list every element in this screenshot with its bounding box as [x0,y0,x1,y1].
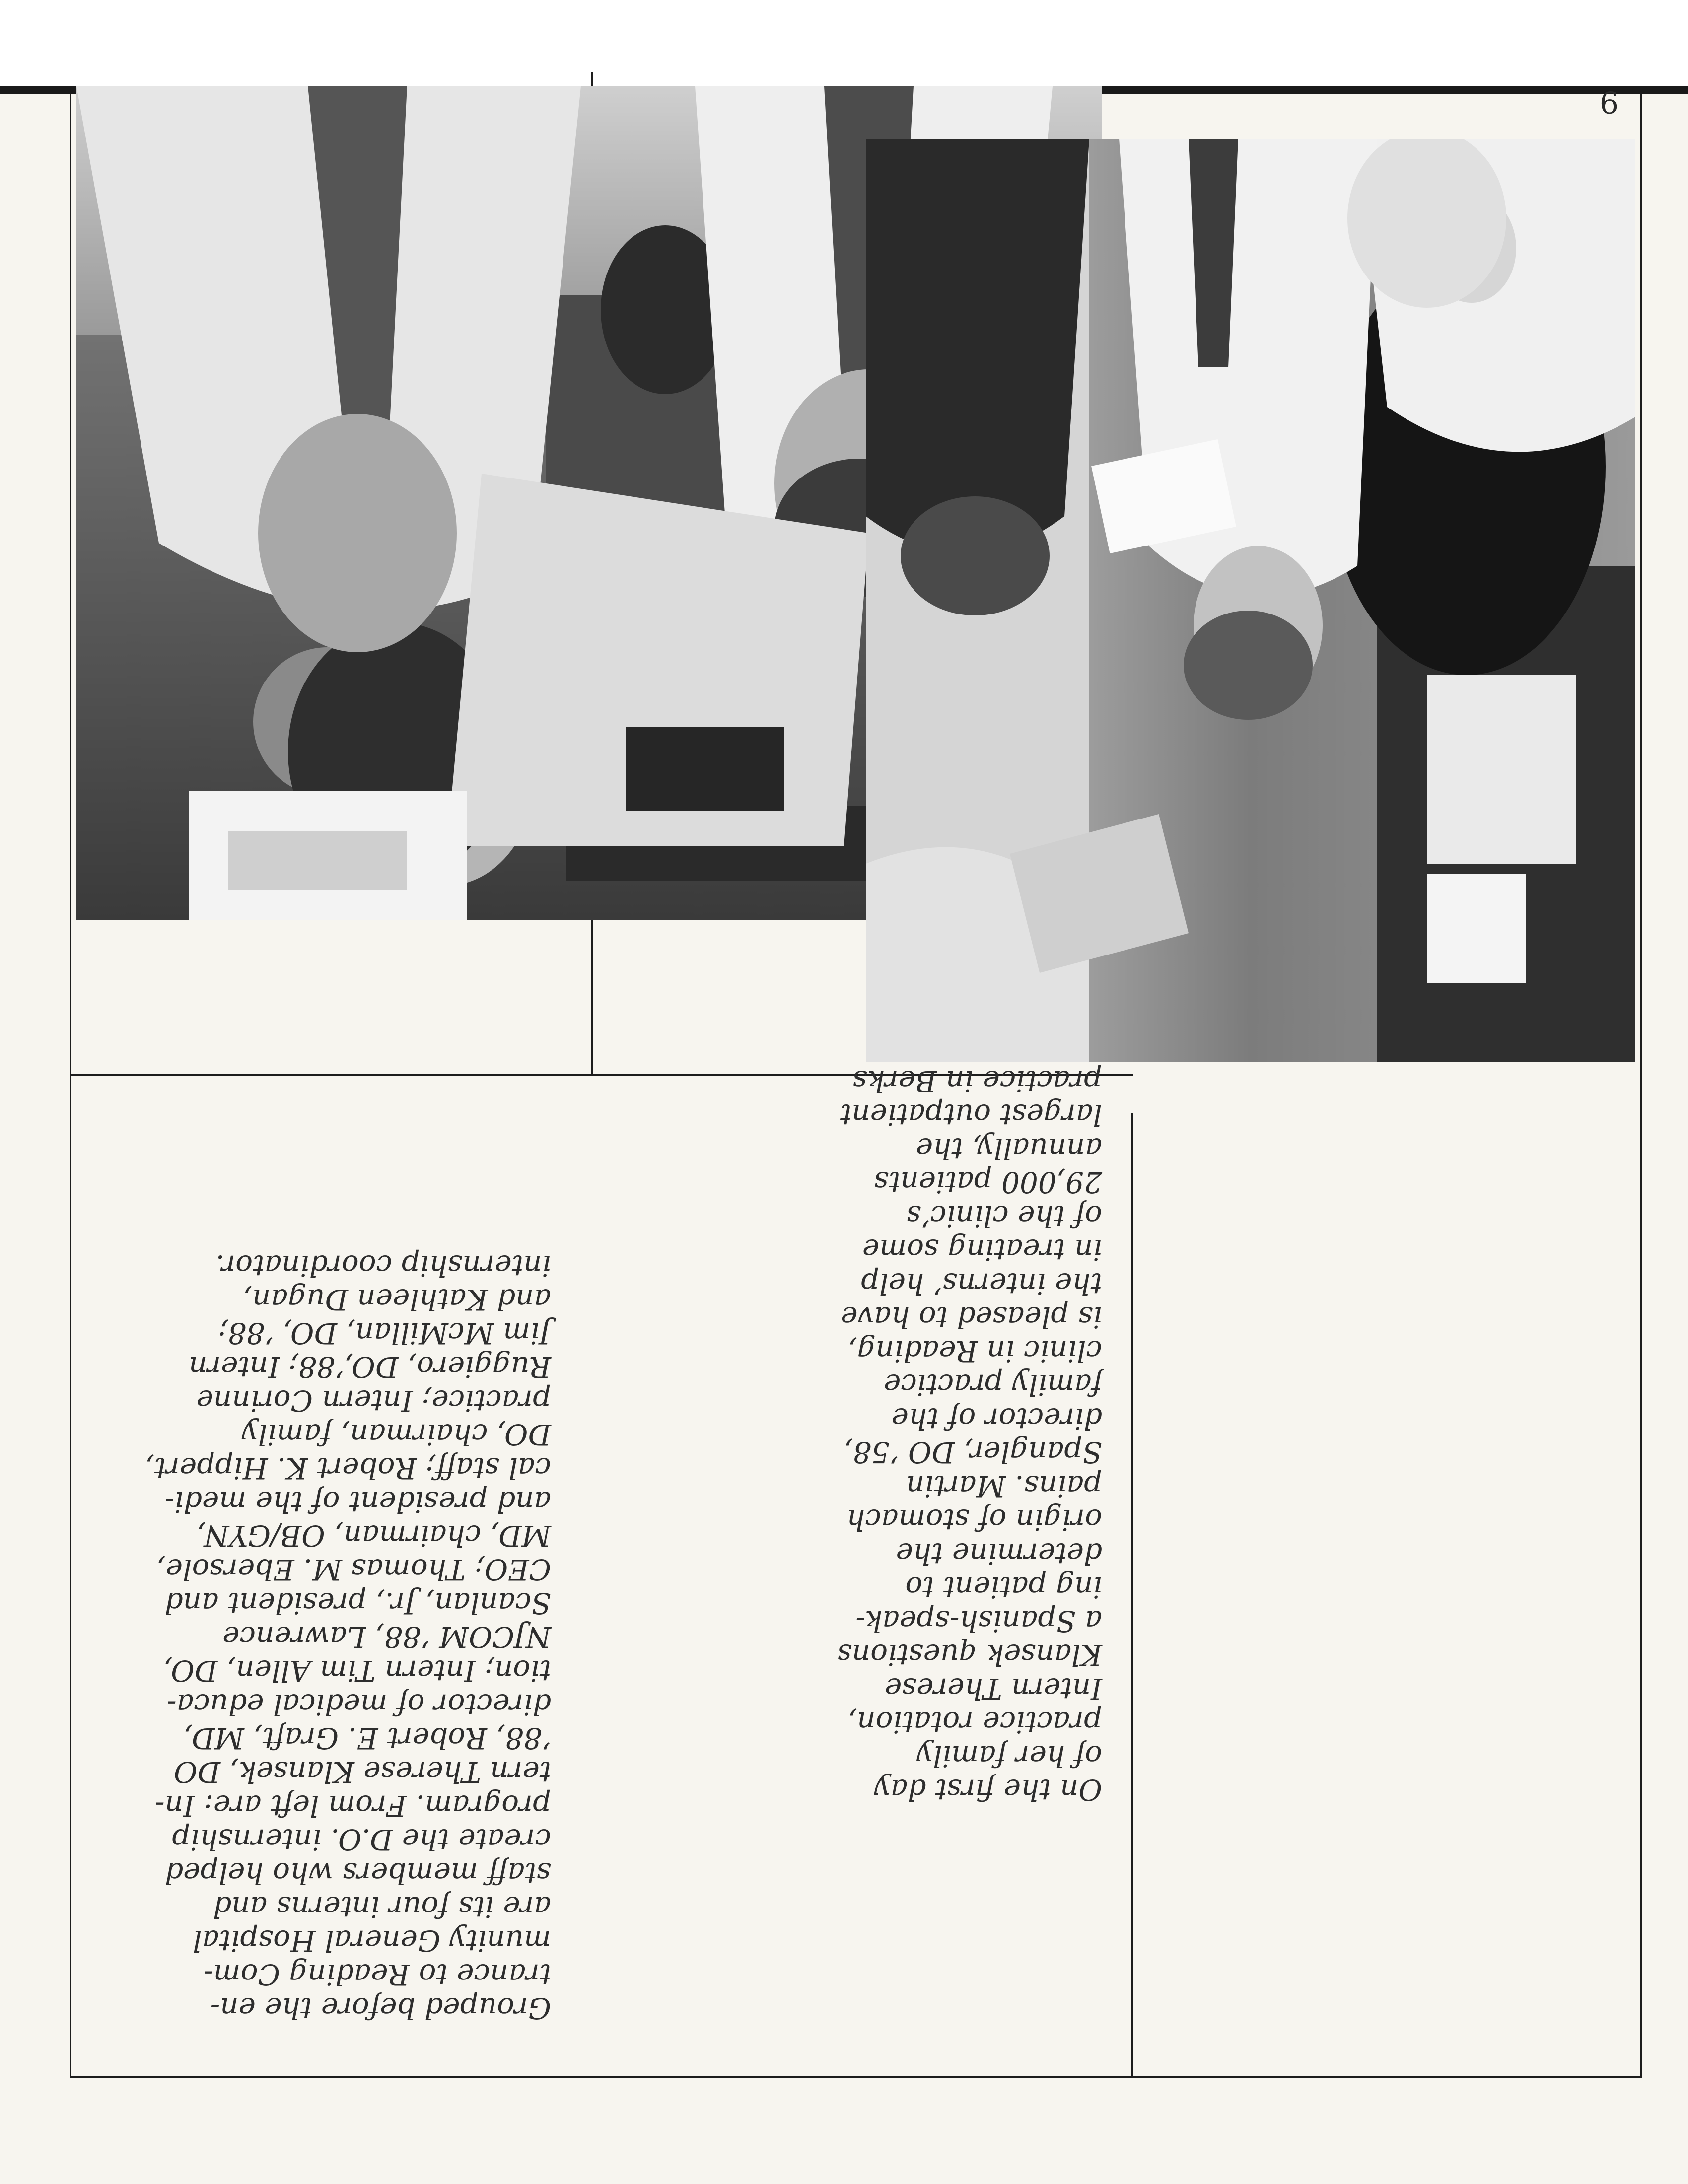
clinic-photo-caption: On the first day of her family practice rotation, Intern Therese Klansek questions a Spanish-speak- ing patient to determine the origin of stomach pains. Martin Spangler, DO ’58, director of the family practice clinic in Reading, is pleased to have the interns’ help in treating some of the clinic’s 29,000 patients annually, the largest outpatient practice in Berks [837,1064,1102,1807]
clinic-exam-illustration [866,139,1635,1062]
page-number: 9 [1599,84,1618,119]
group-photo-caption: Grouped before the en- trance to Reading Com- munity General Hospital are its four interns and staff members who helped create the D.O. internship program. From left are: In- tern Therese Klansek, DO ’88, Robert E. Graft, MD, director of medical educa- tion; Intern Tim Allen, DO, NJCOM ’88, Lawrence Scanlan, Jr., president and CEO; Thomas M. Ebersole, MD, chairman, OB/GYN, and president of the medi- cal staff; Robert K. Hippert, DO, chairman, family practice; Intern Corinne Ruggiero, DO,’88; Intern Jim McMillan, DO, ’88; and Kathleen Dugan, internship coordinator. [145,1249,551,2025]
clinic-exam-photo [866,139,1635,1062]
column-divider-left [1131,1113,1133,2078]
scan-margin [0,0,1688,86]
